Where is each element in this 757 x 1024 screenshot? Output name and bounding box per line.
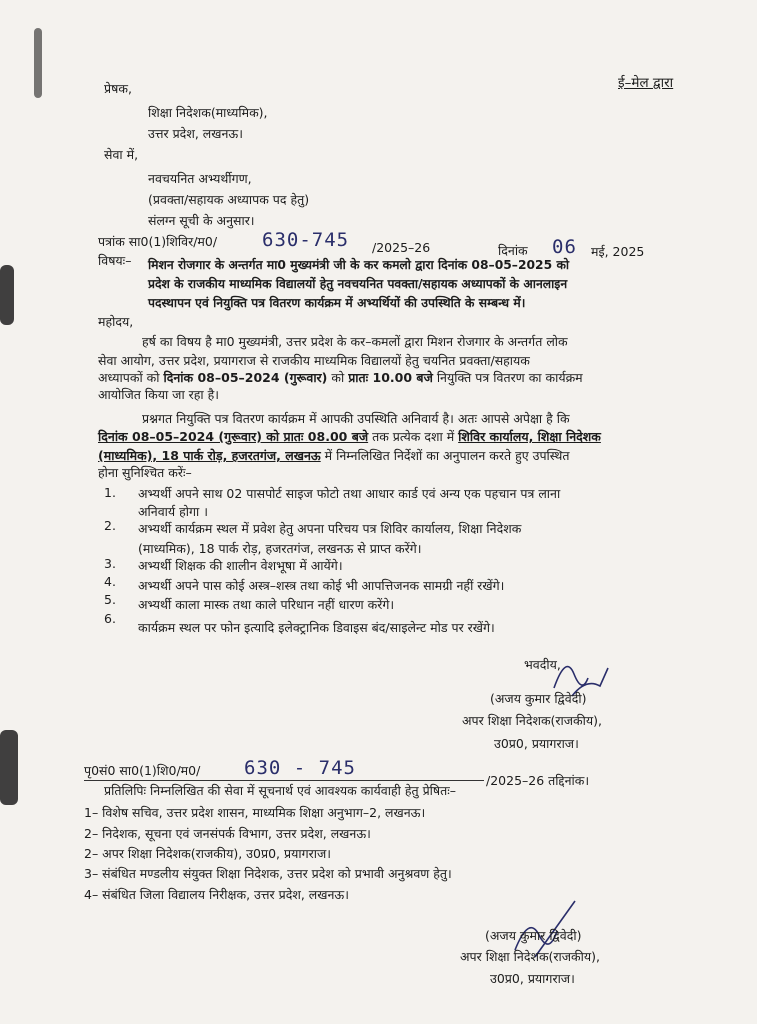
instruction-3-num: 3.: [104, 556, 116, 571]
instruction-1-line-2: अनिवार्य होगा ।: [138, 504, 208, 519]
instruction-1-num: 1.: [104, 485, 116, 500]
instruction-4-line-1: अभ्यर्थी अपने पास कोई अस्त्र–शस्त्र तथा कोई भी आपत्तिजनक सामग्री नहीं रखेंगे।: [138, 578, 505, 593]
date-day-handwritten: 06: [552, 236, 577, 258]
signatory-2-place: उ0प्र0, प्रयागराज।: [490, 971, 575, 986]
para2-text-d: में निम्नलिखित निर्देशों का अनुपालन करते हुए उपस्थित: [320, 448, 570, 463]
para1-text-c: को: [327, 370, 349, 385]
scan-smudge-middle: [0, 265, 14, 325]
sender-line-1: शिक्षा निदेशक(माध्यमिक),: [148, 105, 268, 120]
para2-venue-b: (माध्यमिक), 18 पार्क रोड़, हजरतगंज, लखनऊ: [98, 448, 321, 463]
closing: भवदीय,: [524, 657, 561, 672]
instruction-2-line-2: (माध्यमिक), 18 पार्क रोड़, हजरतगंज, लखनऊ से प्राप्त करेंगे।: [138, 541, 422, 556]
signatory-1-designation: अपर शिक्षा निदेशक(राजकीय),: [462, 713, 602, 728]
copy-item-1: 1– विशेष सचिव, उत्तर प्रदेश शासन, माध्यमिक शिक्षा अनुभाग–2, लखनऊ।: [84, 805, 426, 820]
para1-text-a: अध्यापकों को: [98, 370, 164, 385]
instruction-2-line-1: अभ्यर्थी कार्यक्रम स्थल में प्रवेश हेतु अपना परिचय पत्र शिविर कार्यालय, शिक्षा निदेशक: [138, 521, 522, 536]
copy-item-2: 2– निदेशक, सूचना एवं जनसंपर्क विभाग, उत्तर प्रदेश, लखनऊ।: [84, 826, 371, 841]
endorsement-suffix: /2025–26 तद्दिनांक।: [486, 773, 590, 788]
instruction-6-line-1: कार्यक्रम स्थल पर फोन इत्यादि इलेक्ट्रानिक डिवाइस बंद/साइलेन्ट मोड पर रखेंगे।: [138, 620, 495, 635]
recipient-line-2: (प्रवक्ता/सहायक अध्यापक पद हेतु): [148, 192, 310, 207]
endorsement-underline: [84, 780, 484, 781]
para2-line-2: [98, 428, 601, 445]
salutation: महोदय,: [98, 314, 134, 329]
ref-prefix: पत्रांक सा0(1)शिविर/म0/: [98, 234, 218, 249]
endorsement-number-handwritten: 630 - 745: [244, 757, 356, 779]
copy-item-5: 4– संबंधित जिला विद्यालय निरीक्षक, उत्तर प्रदेश, लखनऊ।: [84, 887, 349, 902]
instruction-3-line-1: अभ्यर्थी शिक्षक की शालीन वेशभूषा में आयेंगे।: [138, 558, 343, 573]
instruction-5-num: 5.: [104, 592, 116, 607]
date-label: दिनांक: [498, 243, 528, 258]
recipient-label: सेवा में,: [104, 147, 139, 162]
para1-text-e: नियुक्ति पत्र वितरण का कार्यक्रम: [432, 370, 583, 385]
para2-venue-a: शिविर कार्यालय, शिक्षा निदेशक: [458, 429, 601, 444]
para1-line-3: [98, 369, 583, 386]
para2-line-3: [98, 447, 570, 464]
ref-year: /2025–26: [372, 240, 431, 255]
para2-line-1: प्रश्नगत नियुक्ति पत्र वितरण कार्यक्रम में आपकी उपस्थिति अनिवार्य है। अतः आपसे अपेक्षा है कि: [142, 411, 570, 426]
subject-line-3: पदस्थापन एवं नियुक्ति पत्र वितरण कार्यक्रम में अभ्यर्थियों की उपस्थिति के सम्बन्ध में।: [148, 296, 526, 310]
para1-date: दिनांक 08–05–2024 (गुरूवार): [163, 370, 328, 385]
endorsement-intro: प्रतिलिपिः निम्नलिखित की सेवा में सूचनार्थ एवं आवश्यक कार्यवाही हेतु प्रेषितः–: [104, 783, 457, 798]
para2-date-time: दिनांक 08–05–2024 (गुरूवार) को प्रातः 08.00 बजे: [98, 429, 369, 444]
scan-smudge-lower: [0, 730, 18, 805]
scan-smudge-top: [34, 28, 42, 98]
copy-item-3: 2– अपर शिक्षा निदेशक(राजकीय), उ0प्र0, प्रयागराज।: [84, 846, 331, 861]
para2-text-b: तक प्रत्येक दशा में: [368, 429, 459, 444]
instruction-2-num: 2.: [104, 518, 116, 533]
sender-line-2: उत्तर प्रदेश, लखनऊ।: [148, 126, 243, 141]
para1-line-1: हर्ष का विषय है मा0 मुख्यमंत्री, उत्तर प्रदेश के कर–कमलों द्वारा मिशन रोजगार के अन्तर्गत लोक: [142, 334, 568, 349]
instruction-6-num: 6.: [104, 611, 116, 626]
subject-label: विषयः–: [98, 253, 132, 268]
para1-line-2: सेवा आयोग, उत्तर प्रदेश, प्रयागराज से राजकीय माध्यमिक विद्यालयों हेतु चयनित प्रवक्ता/सहायक: [98, 353, 530, 368]
para2-line-4: होना सुनिश्चित करेंः–: [98, 465, 192, 480]
instruction-4-num: 4.: [104, 574, 116, 589]
instruction-5-line-1: अभ्यर्थी काला मास्क तथा काले परिधान नहीं धारण करेंगे।: [138, 597, 395, 612]
signatory-1-name: (अजय कुमार द्विवेदी): [490, 691, 587, 706]
recipient-line-1: नवचयनित अभ्यर्थीगण,: [148, 171, 252, 186]
ref-number-handwritten: 630-745: [262, 229, 350, 251]
instruction-1-line-1: अभ्यर्थी अपने साथ 02 पासपोर्ट साइज फोटो तथा आधार कार्ड एवं अन्य एक पहचान पत्र लाना: [138, 486, 561, 501]
copy-item-4: 3– संबंधित मण्डलीय संयुक्त शिक्षा निदेशक, उत्तर प्रदेश को प्रभावी अनुश्रवण हेतु।: [84, 866, 452, 881]
email-mode: ई–मेल द्वारा: [618, 75, 674, 91]
signatory-2-designation: अपर शिक्षा निदेशक(राजकीय),: [460, 949, 600, 964]
para1-time: प्रातः 10.00 बजे: [348, 370, 433, 385]
endorsement-prefix: पृ0सं0 सा0(1)शि0/म0/: [84, 763, 201, 778]
subject-line-2: प्रदेश के राजकीय माध्यमिक विद्यालयों हेतु नवचयनित पवक्ता/सहायक अध्यापकों के आनलाइन: [148, 277, 568, 291]
recipient-line-3: संलग्न सूची के अनुसार।: [148, 213, 255, 228]
signatory-2-name: (अजय कुमार द्विवेदी): [485, 928, 582, 943]
subject-line-1: मिशन रोजगार के अन्तर्गत मा0 मुख्यमंत्री जी के कर कमलो द्वारा दिनांक 08–05–2025 को: [148, 258, 570, 272]
signatory-1-place: उ0प्र0, प्रयागराज।: [494, 736, 579, 751]
date-month-year: मई, 2025: [591, 244, 645, 259]
para1-line-4: आयोजित किया जा रहा है।: [98, 387, 219, 402]
sender-label: प्रेषक,: [104, 81, 132, 96]
